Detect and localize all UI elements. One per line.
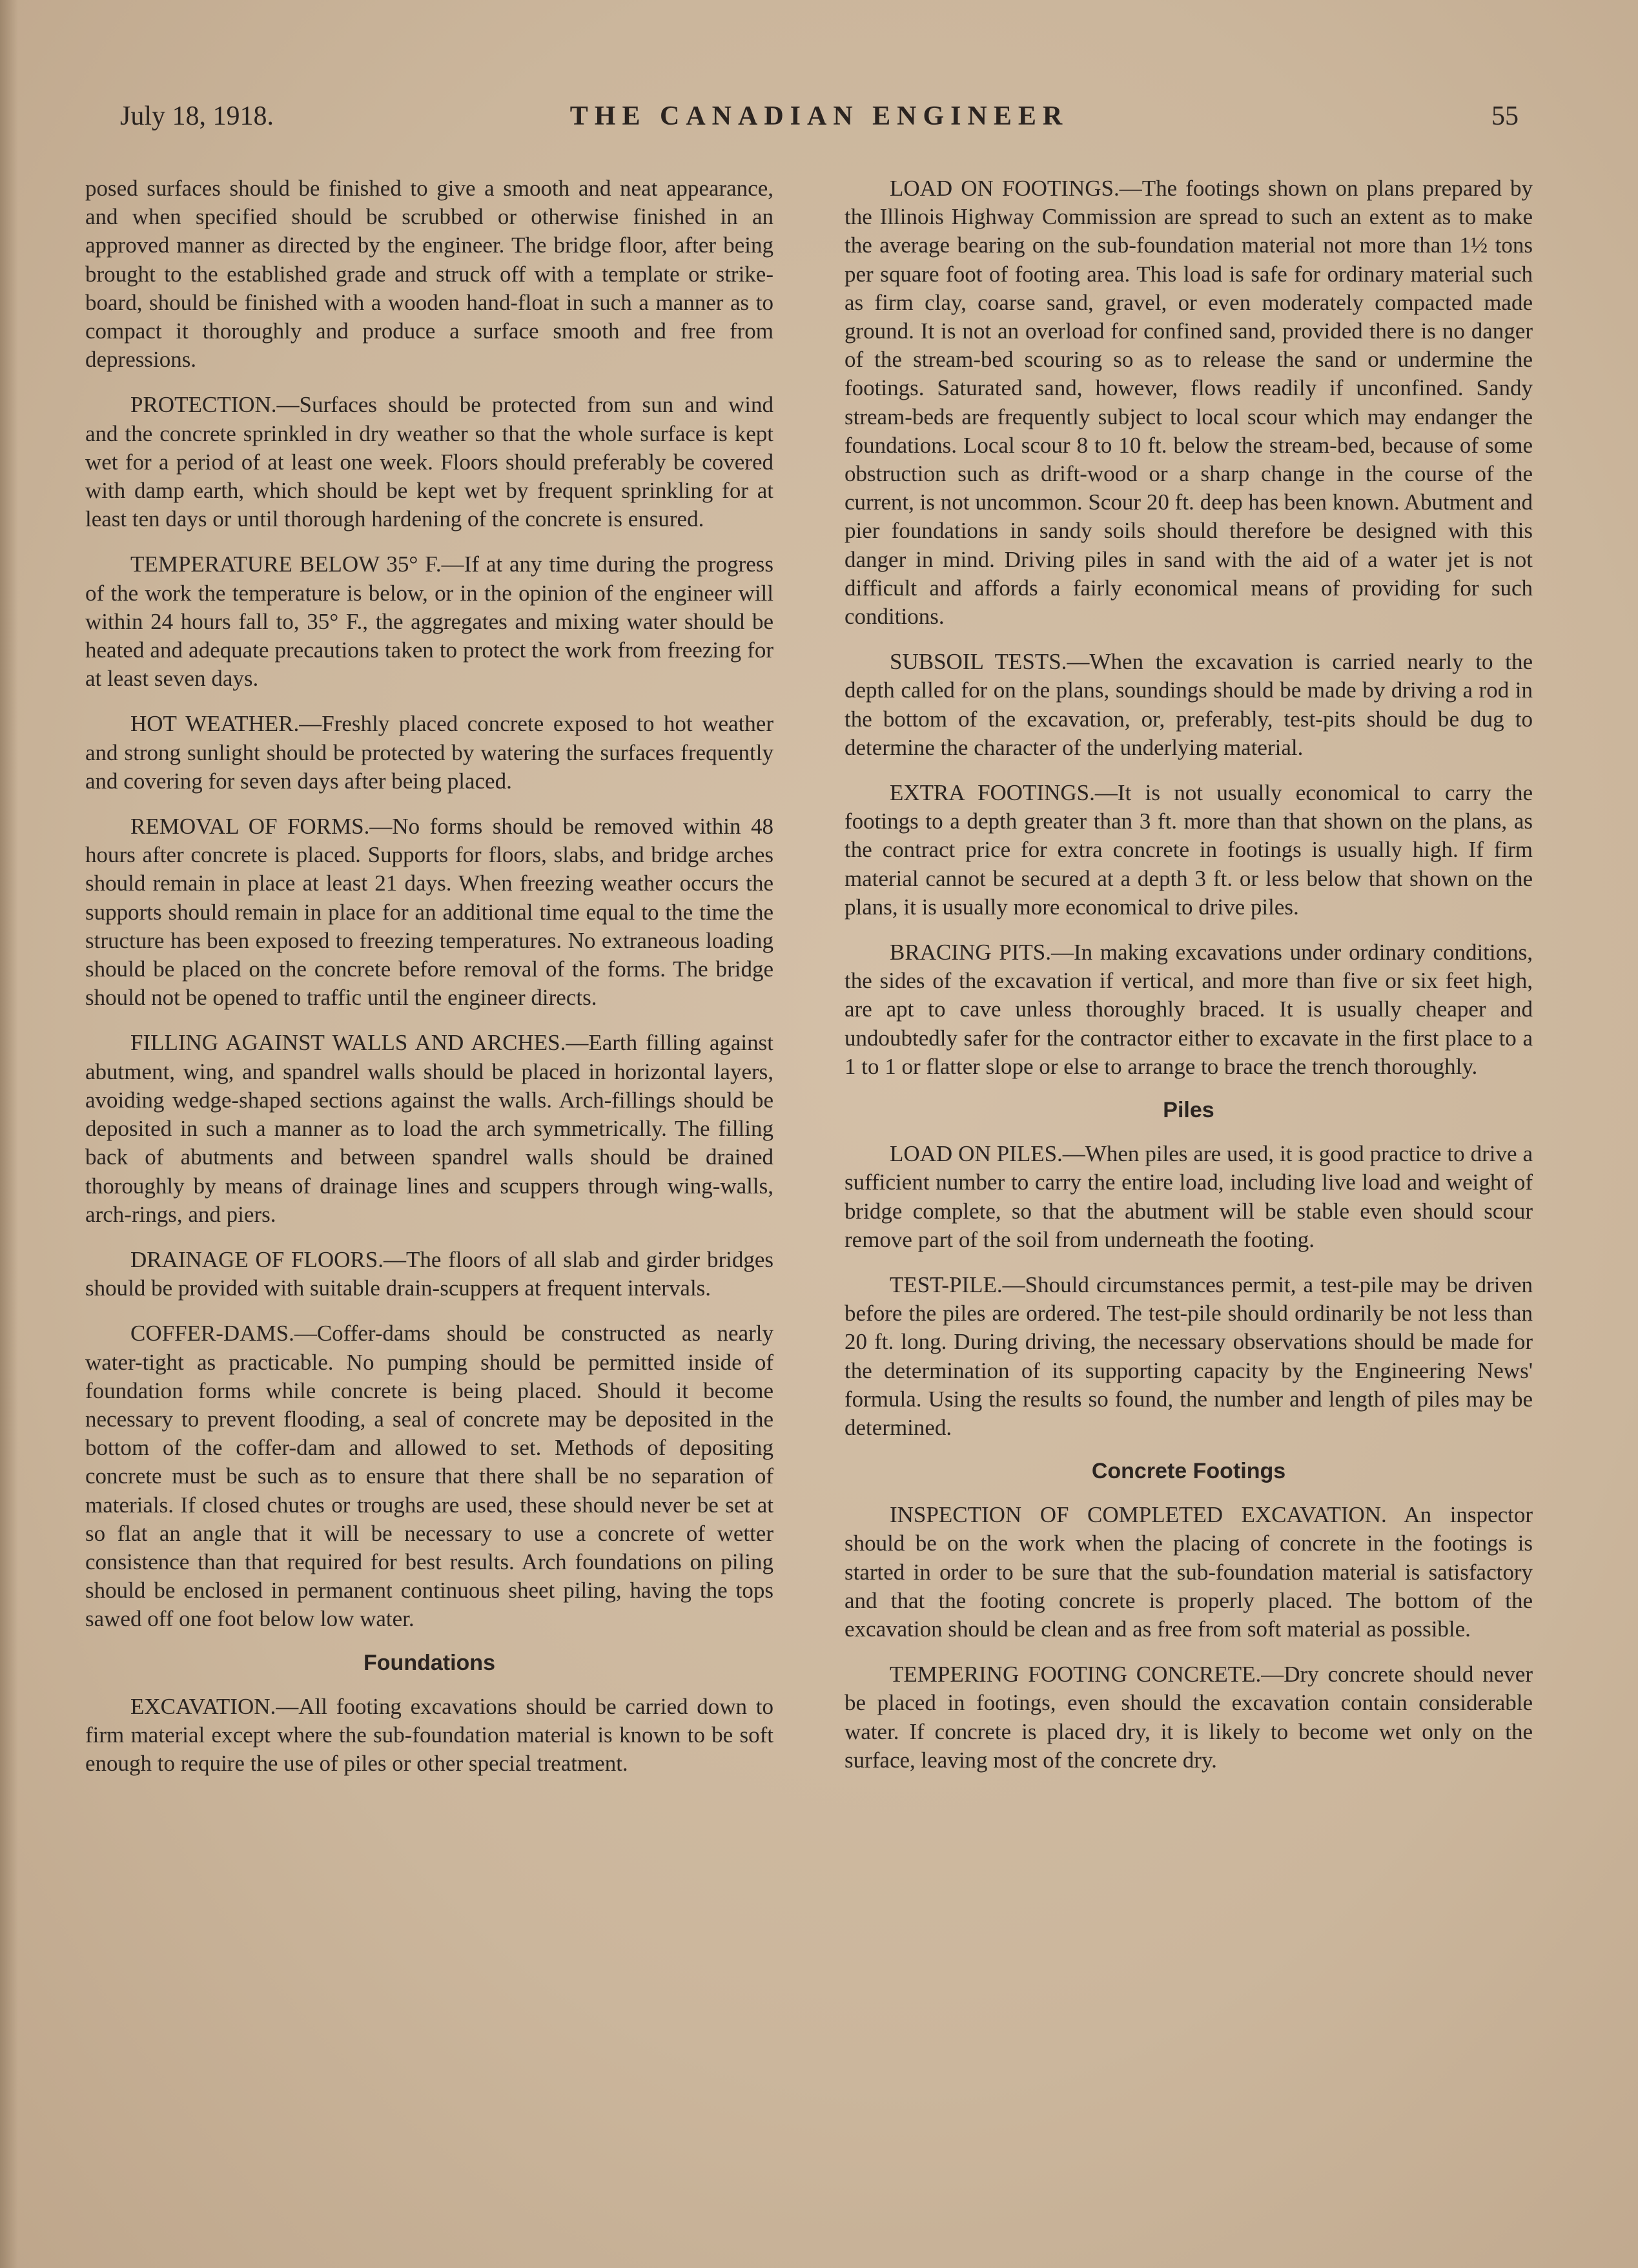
left-column: [85, 174, 773, 1795]
paragraph-bracing-pits: BRACING PITS.—In making excavations under ordinary conditions, the sides of the excavation if vertical, and more than five or six feet high, are apt to cave unless thoroughly braced. It is usually cheaper and undoubtedly safer for the contractor either to excavate in the first place to a 1 to 1 or flatter slope or else to arrange to brace the trench thoroughly.: [845, 940, 1533, 1079]
heading-foundations: Foundations: [363, 1650, 495, 1675]
heading-piles: Piles: [1163, 1098, 1214, 1123]
paragraph-load-on-footings: LOAD ON FOOTINGS.—The footings shown on plans prepared by the Illinois Highway Commission are spread to such an extent as to make the average bearing on the sub-foundation material not more than 1½ tons per square foot of footing area. This load is safe for ordinary material such as firm clay, coarse sand, gravel, or even moderately compacted made ground. It is not an overload for confined sand, provided there is no danger of the stream-bed scouring so as to release the sand or undermine the footings. Saturated sand, however, flows readily if unconfined. Sandy stream-beds are frequently subject to local scour which may endanger the foundations. Local scour 8 to 10 ft. below the stream-bed, because of some obstruction such as drift-wood or a sharp change in the course of the current, is not uncommon. Scour 20 ft. deep has been known. Abutment and pier foundations in sandy soils should therefore be designed with this danger in mind. Driving piles in sand with the aid of a water jet is not difficult and affords a fairly economical means of providing for such conditions.: [845, 176, 1533, 630]
paragraph-hot-weather: HOT WEATHER.—Freshly placed concrete exposed to hot weather and strong sunlight should be protected by watering the surfaces frequently and covering for seven days after being placed.: [85, 711, 773, 794]
paragraph-filling: FILLING AGAINST WALLS AND ARCHES.—Earth filling against abutment, wing, and spandrel walls should be placed in horizontal layers, avoiding wedge-shaped sections against the walls. Arch-fillings should be deposited in such a manner as to load the arch symmetrically. The filling back of abutments and between spandrel walls should be drained thoroughly by means of drainage lines and scuppers through wing-walls, arch-rings, and piers.: [85, 1030, 773, 1227]
page-number: 55: [1491, 101, 1519, 131]
paragraph-subsoil-tests: SUBSOIL TESTS.—When the excavation is carried nearly to the depth called for on the plans, soundings should be made by driving a rod in the bottom of the excavation, or, preferably, test-pits should be dug to determine the character of the underlying material.: [845, 649, 1533, 760]
journal-title: THE CANADIAN ENGINEER: [569, 101, 1069, 131]
paragraph-finishing: posed surfaces should be finished to give a smooth and neat appearance, and when specified should be scrubbed or otherwise finished in an approved manner as directed by the engineer. The bridge floor, after being brought to the established grade and struck off with a template or strike-board, should be finished with a wooden hand-float in such a manner as to compact it thoroughly and produce a surface smooth and free from depressions.: [85, 176, 773, 373]
paragraph-load-on-piles: LOAD ON PILES.—When piles are used, it is good practice to drive a sufficient number to carry the entire load, including live load and weight of bridge complete, so that the abutment will be stable even should scour remove part of the soil from underneath the footing.: [845, 1141, 1533, 1252]
paragraph-drainage: DRAINAGE OF FLOORS.—The floors of all slab and girder bridges should be provided with suitable drain-scuppers at frequent intervals.: [85, 1246, 773, 1301]
paragraph-coffer-dams: COFFER-DAMS.—Coffer-dams should be constructed as nearly water-tight as practicable. No pumping should be permitted inside of foundation forms while concrete is being placed. Should it become necessary to prevent flooding, a seal of concrete may be deposited in the bottom of the coffer-dam and allowed to set. Methods of depositing concrete must be such as to ensure that there shall be no separation of materials. If closed chutes or troughs are used, these should never be set at so flat an angle that it will be necessary to use a concrete of wetter consistence than that required for best results. Arch foundations on piling should be enclosed in permanent continuous sheet piling, having the tops sawed off one foot below low water.: [85, 1321, 773, 1632]
paragraph-test-pile: TEST-PILE.—Should circumstances permit, a test-pile may be driven before the piles are ordered. The test-pile should ordinarily be not less than 20 ft. long. During driving, the necessary observations should be made for the determination of its supporting capacity by the Engineering News' formula. Using the results so found, the number and length of piles may be determined.: [845, 1272, 1533, 1440]
paragraph-tempering: TEMPERING FOOTING CONCRETE.—Dry concrete should never be placed in footings, even should the excavation contain considerable water. If concrete is placed dry, it is likely to become wet only on the surface, leaving most of the concrete dry.: [845, 1662, 1533, 1773]
heading-concrete-footings: Concrete Footings: [1091, 1459, 1286, 1484]
paragraph-protection: PROTECTION.—Surfaces should be protected from sun and wind and the concrete sprinkled in dry weather so that the whole surface is kept wet for a period of at least one week. Floors should preferably be covered with damp earth, which should be kept wet by frequent sprinkling for at least ten days or until thorough hardening of the concrete is ensured.: [85, 392, 773, 532]
paragraph-removal-of-forms: REMOVAL OF FORMS.—No forms should be removed within 48 hours after concrete is placed. Supports for floors, slabs, and bridge arches should remain in place at least 21 days. When freezing weather occurs the supports should remain in place for an additional time equal to the time the structure has been exposed to freezing temperatures. No extraneous loading should be placed on the concrete before removal of the forms. The bridge should not be opened to traffic until the engineer directs.: [85, 814, 773, 1011]
paragraph-temperature: TEMPERATURE BELOW 35° F.—If at any time during the progress of the work the temperature is below, or in the opinion of the engineer will within 24 hours fall to, 35° F., the aggregates and mixing water should be heated and adequate precautions taken to protect the work from freezing for at least seven days.: [85, 552, 773, 692]
paragraph-excavation: EXCAVATION.—All footing excavations should be carried down to firm material except where the sub-foundation material is known to be soft enough to require the use of piles or other special treatment.: [85, 1693, 773, 1776]
issue-date: July 18, 1918.: [120, 101, 274, 131]
right-column: [845, 174, 1533, 1791]
paragraph-extra-footings: EXTRA FOOTINGS.—It is not usually economical to carry the footings to a depth greater than 3 ft. more than that shown on the plans, as the contract price for extra concrete in footings is usually high. If firm material cannot be secured at a depth 3 ft. or less below that shown on the plans, it is usually more economical to drive piles.: [845, 780, 1533, 920]
binding-edge: [0, 0, 18, 2268]
page-header: [120, 101, 1519, 139]
paragraph-inspection: INSPECTION OF COMPLETED EXCAVATION. An inspector should be on the work when the placing of concrete in the footings is started in order to be sure that the sub-foundation material is satisfactory and that the footing concrete is properly placed. The bottom of the excavation should be clean and as free from soft material as possible.: [845, 1502, 1533, 1642]
